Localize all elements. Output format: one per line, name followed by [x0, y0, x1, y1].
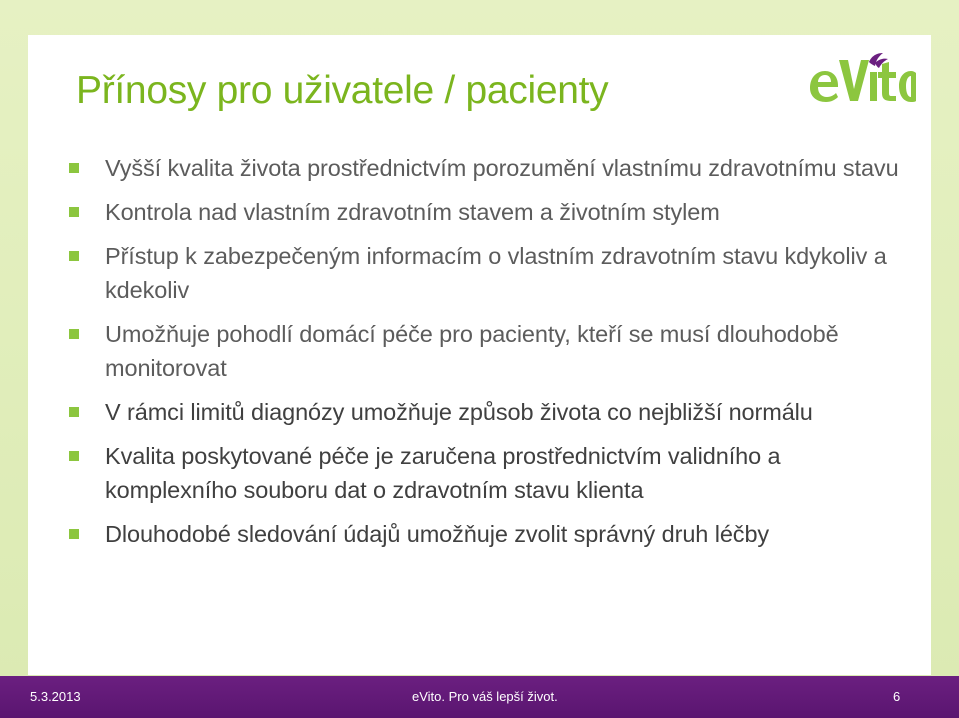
square-bullet-icon [69, 207, 79, 217]
evito-logo [806, 50, 916, 110]
footer-tagline: eVito. Pro váš lepší život. [412, 689, 558, 704]
list-item [69, 151, 919, 185]
bullet-text: V rámci limitů diagnózy umožňuje způsob života co nejbližší normálu [105, 399, 813, 425]
square-bullet-icon [69, 163, 79, 173]
bullet-text: Vyšší kvalita života prostřednictvím porozumění vlastnímu zdravotnímu stavu [105, 155, 899, 181]
square-bullet-icon [69, 451, 79, 461]
bullet-list [69, 151, 919, 561]
list-item [69, 317, 919, 385]
square-bullet-icon [69, 251, 79, 261]
slide-content [28, 35, 931, 675]
square-bullet-icon [69, 407, 79, 417]
page-number: 6 [893, 689, 901, 704]
bullet-text: Kvalita poskytované péče je zaručena prostřednictvím validního a komplexního souboru dat o zdravotním stavu klienta [105, 443, 781, 503]
bullet-text: Dlouhodobé sledování údajů umožňuje zvolit správný druh léčby [105, 521, 770, 547]
list-item [69, 239, 919, 307]
bullet-text: Umožňuje pohodlí domácí péče pro pacienty, kteří se musí dlouhodobě monitorovat [105, 321, 839, 381]
square-bullet-icon [69, 329, 79, 339]
bullet-text: Kontrola nad vlastním zdravotním stavem a životním stylem [105, 199, 720, 225]
list-item [69, 195, 919, 229]
list-item [69, 439, 919, 507]
footer-bar [0, 676, 959, 718]
list-item [69, 517, 919, 551]
square-bullet-icon [69, 529, 79, 539]
list-item [69, 395, 919, 429]
footer-date: 5.3.2013 [30, 689, 81, 704]
bullet-text: Přístup k zabezpečeným informacím o vlastním zdravotním stavu kdykoliv a kdekoliv [105, 243, 887, 303]
slide-title: Přínosy pro uživatele / pacienty [76, 69, 609, 112]
